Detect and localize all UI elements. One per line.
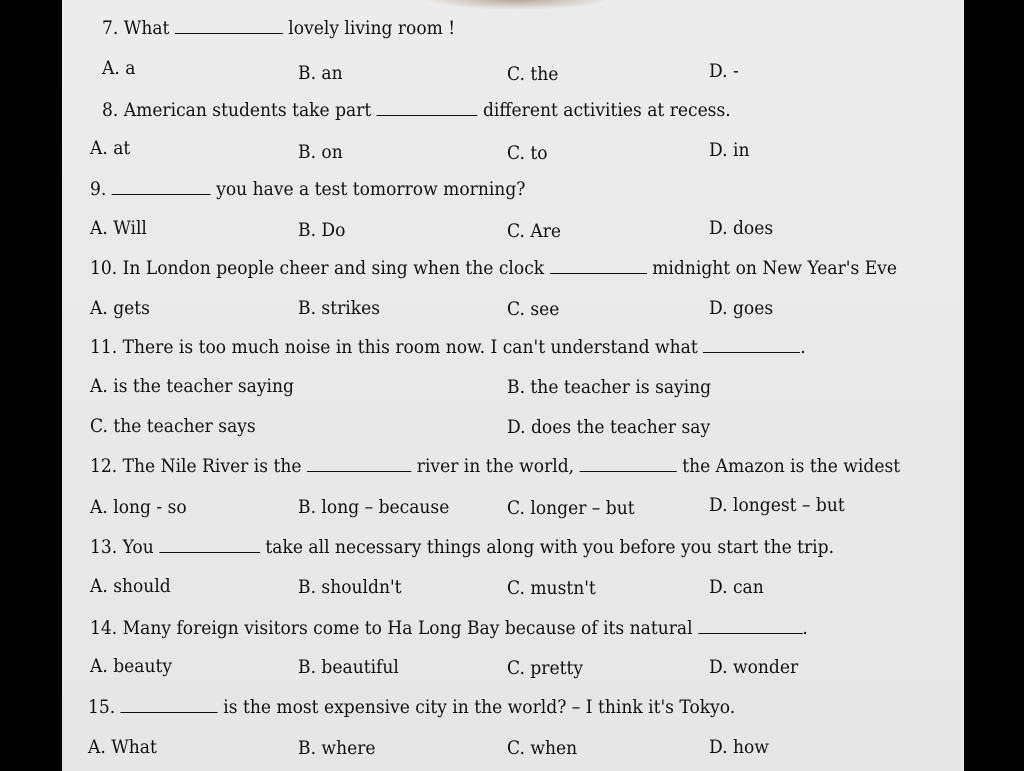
answer-blank — [377, 99, 478, 116]
option-a: A. Will — [90, 217, 147, 239]
option-a: A. gets — [90, 297, 150, 319]
option-b: B. beautiful — [298, 656, 399, 678]
question-7-text-2: lovely living room ! — [288, 17, 456, 39]
question-7-stem — [102, 17, 455, 39]
question-15-stem — [88, 696, 735, 718]
option-b: B. shouldn't — [298, 576, 402, 598]
answer-blank — [550, 257, 647, 274]
question-15-text-1: 15. — [88, 696, 116, 718]
option-c: C. the teacher says — [90, 415, 256, 437]
answer-blank — [307, 455, 411, 472]
answer-blank — [121, 696, 218, 713]
question-10-text-1: 10. In London people cheer and sing when the clock — [90, 257, 545, 279]
option-c: C. when — [507, 737, 578, 759]
question-15-text-2: is the most expensive city in the world? – I think it's Tokyo. — [223, 696, 736, 718]
option-d: D. longest – but — [709, 494, 845, 516]
answer-blank — [698, 617, 802, 634]
option-a: A. is the teacher saying — [90, 375, 294, 397]
question-9-text-1: 9. — [90, 178, 107, 200]
question-12-text-3: the Amazon is the widest — [682, 455, 901, 477]
option-d: D. can — [709, 576, 764, 598]
option-b: B. long – because — [298, 496, 450, 518]
question-14-text-1: 14. Many foreign visitors come to Ha Long Bay because of its natural — [90, 617, 693, 639]
option-c: C. to — [507, 142, 548, 164]
option-a: A. What — [88, 736, 157, 758]
option-a: A. at — [90, 137, 131, 159]
question-12-stem — [90, 455, 900, 477]
question-9-text-2: you have a test tomorrow morning? — [216, 178, 526, 200]
option-b: B. where — [298, 737, 376, 759]
question-8-text-1: 8. American students take part — [102, 99, 372, 121]
question-13-text-1: 13. You — [90, 536, 154, 558]
question-11-text-2: . — [800, 336, 806, 358]
answer-blank — [703, 336, 800, 353]
question-12-text-1: 12. The Nile River is the — [90, 455, 302, 477]
question-14-text-2: . — [802, 617, 808, 639]
answer-blank — [159, 536, 260, 553]
question-list — [62, 0, 964, 771]
question-14-stem — [90, 617, 808, 639]
question-10-text-2: midnight on New Year's Eve — [652, 257, 897, 279]
option-b: B. on — [298, 141, 343, 163]
answer-blank — [112, 178, 211, 195]
question-12-text-2: river in the world, — [416, 455, 575, 477]
option-c: C. the — [507, 63, 559, 85]
option-b: B. the teacher is saying — [507, 376, 712, 398]
answer-blank — [175, 17, 283, 34]
option-b: B. Do — [298, 219, 346, 241]
question-7-text-1: 7. What — [102, 17, 170, 39]
question-13-stem — [90, 536, 834, 558]
option-d: D. how — [709, 736, 769, 758]
option-c: C. longer – but — [507, 497, 635, 519]
option-c: C. mustn't — [507, 577, 596, 599]
option-d: D. goes — [709, 297, 774, 319]
option-d: D. does the teacher say — [507, 416, 711, 438]
option-c: C. Are — [507, 220, 561, 242]
option-a: A. long - so — [90, 496, 187, 518]
question-9-stem — [90, 178, 525, 200]
option-d: D. wonder — [709, 656, 799, 678]
question-11-text-1: 11. There is too much noise in this room now. I can't understand what — [90, 336, 698, 358]
option-c: C. see — [507, 298, 560, 320]
option-b: B. strikes — [298, 297, 380, 319]
option-d: D. does — [709, 217, 774, 239]
question-13-text-2: take all necessary things along with you before you start the trip. — [265, 536, 835, 558]
question-10-stem — [90, 257, 897, 279]
question-8-stem — [102, 99, 731, 121]
option-a: A. a — [102, 57, 136, 79]
question-11-stem — [90, 336, 806, 358]
option-d: D. - — [709, 60, 739, 82]
option-a: A. should — [90, 575, 171, 597]
answer-blank — [580, 455, 677, 472]
question-8-text-2: different activities at recess. — [482, 99, 731, 121]
option-d: D. in — [709, 139, 750, 161]
option-c: C. pretty — [507, 657, 583, 679]
option-b: B. an — [298, 62, 343, 84]
option-a: A. beauty — [90, 655, 173, 677]
worksheet-page — [62, 0, 964, 771]
